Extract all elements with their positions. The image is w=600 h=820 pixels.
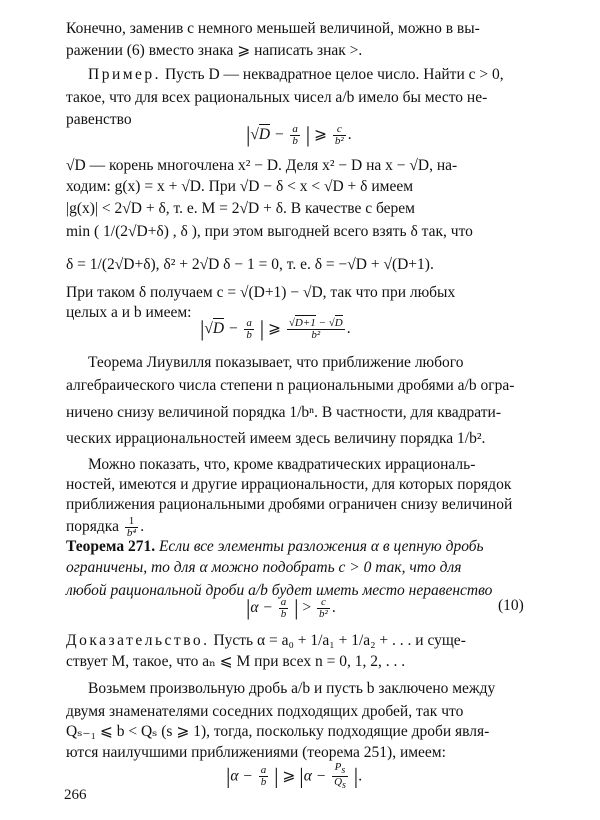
example-line-1: Пусть D — неквадратное целое число. Найти c > 0, bbox=[164, 66, 504, 83]
liouville-line-1: Теорема Лиувилля показывает, что приближение любого bbox=[88, 354, 464, 371]
example-label: Пример. bbox=[88, 66, 162, 83]
intro-line-1: Конечно, заменив с немного меньшей величиной, можно в вы- bbox=[66, 20, 480, 37]
theorem-label: Теорема 271. bbox=[66, 538, 156, 555]
formula-best-approx: |α − $\frac{a}{b}$ | ⩾ |α − $\frac{Ps}{Qs}$ |. bbox=[226, 761, 363, 792]
proof-line-3: Возьмем произвольную дробь a/b и пусть b заключено между bbox=[88, 680, 496, 697]
theorem-line-3: любой рациональной дроби a/b будет иметь место неравенство bbox=[66, 582, 493, 599]
example-line-5: ходим: g(x) = x + √D. При √D − δ < x < √D + δ имеем bbox=[66, 178, 414, 195]
remark-line-4-text: порядка bbox=[66, 518, 119, 536]
example-line-8: δ = 1/(2√D+δ), δ² + 2√D δ − 1 = 0, т. е. δ = −√D + √(D+1). bbox=[66, 256, 434, 273]
proof-label: Доказательство. bbox=[66, 632, 210, 649]
proof-line-6: ются наилучшими приближениями (теорема 251), имеем: bbox=[66, 744, 446, 761]
formula-10: |α − $\frac{a}{b}$ | > $\frac{c}{\text{b²}}$ . bbox=[246, 595, 336, 621]
remark-line-2: ностей, имеются и другие иррациональности, для которых порядок bbox=[66, 476, 512, 493]
proof-line-4: двумя знаменателями соседних подходящих дробей, так что bbox=[66, 703, 464, 720]
proof-line-5: Qₛ₋₁ ⩽ b < Qₛ (s ⩾ 1), тогда, поскольку подходящие дроби явля- bbox=[66, 723, 490, 740]
theorem-line-1: Если все элементы разложения α в цепную дробь bbox=[158, 538, 484, 555]
example-line-2: такое, что для всех рациональных чисел a/b имело бы место не- bbox=[66, 89, 488, 106]
example-line-9: При таком δ получаем c = √(D+1) − √D, так что при любых bbox=[66, 284, 456, 301]
proof-line-1: Пусть α = a₀ + 1/a₁ + 1/a₂ + . . . и суще- bbox=[213, 632, 466, 649]
page-number: 266 bbox=[64, 787, 87, 803]
theorem-line-2: ограничены, то для α можно подобрать c > 0 так, что для bbox=[66, 559, 462, 576]
remark-line-3: приближения рациональными дробями ограничен снизу величиной bbox=[66, 496, 513, 513]
example-line-4: √D — корень многочлена x² − D. Деля x² − D на x − √D, на- bbox=[66, 157, 458, 174]
formula-sqrtD-bound: |√D − $\frac{a}{b}$ | ⩾ $\frac{c}{\text{b²}}$ . bbox=[246, 122, 352, 148]
remark-line-1: Можно показать, что, кроме квадратических иррациональ- bbox=[88, 456, 476, 473]
example-line-3: равенство bbox=[66, 111, 132, 128]
formula-result-bound: |√D − $\frac{a}{b}$ | ⩾ $\frac{√D+1 - √D}{\text{b²}}$ . bbox=[200, 316, 351, 342]
theorem-heading bbox=[66, 538, 528, 556]
proof-line-2: ствует M, такое, что aₙ ⩽ M при всех n = 0, 1, 2, . . . bbox=[66, 653, 406, 670]
example-heading bbox=[88, 66, 550, 84]
example-line-7: min ( 1/(2√D+δ) , δ ), при этом выгодней всего взять δ так, что bbox=[66, 223, 473, 240]
liouville-line-3: ничено снизу величиной порядка 1/bⁿ. В частности, для квадрати- bbox=[66, 404, 501, 421]
liouville-line-4: ческих иррациональностей имеем здесь величину порядка 1/b². bbox=[66, 430, 486, 447]
liouville-line-2: алгебраического числа степени n рациональными дробями a/b огра- bbox=[66, 377, 515, 394]
example-line-6: |g(x)| < 2√D + δ, т. е. M = 2√D + δ. В качестве c берем bbox=[66, 200, 415, 217]
equation-number: (10) bbox=[498, 597, 524, 614]
intro-line-2: ражении (6) вместо знака ⩾ написать знак >. bbox=[66, 42, 363, 59]
remark-line-4: порядка $\frac{1}{\text{b⁴}}$ . bbox=[66, 515, 145, 539]
example-line-10: целых a и b имеем: bbox=[66, 304, 192, 321]
proof-heading bbox=[66, 632, 528, 650]
